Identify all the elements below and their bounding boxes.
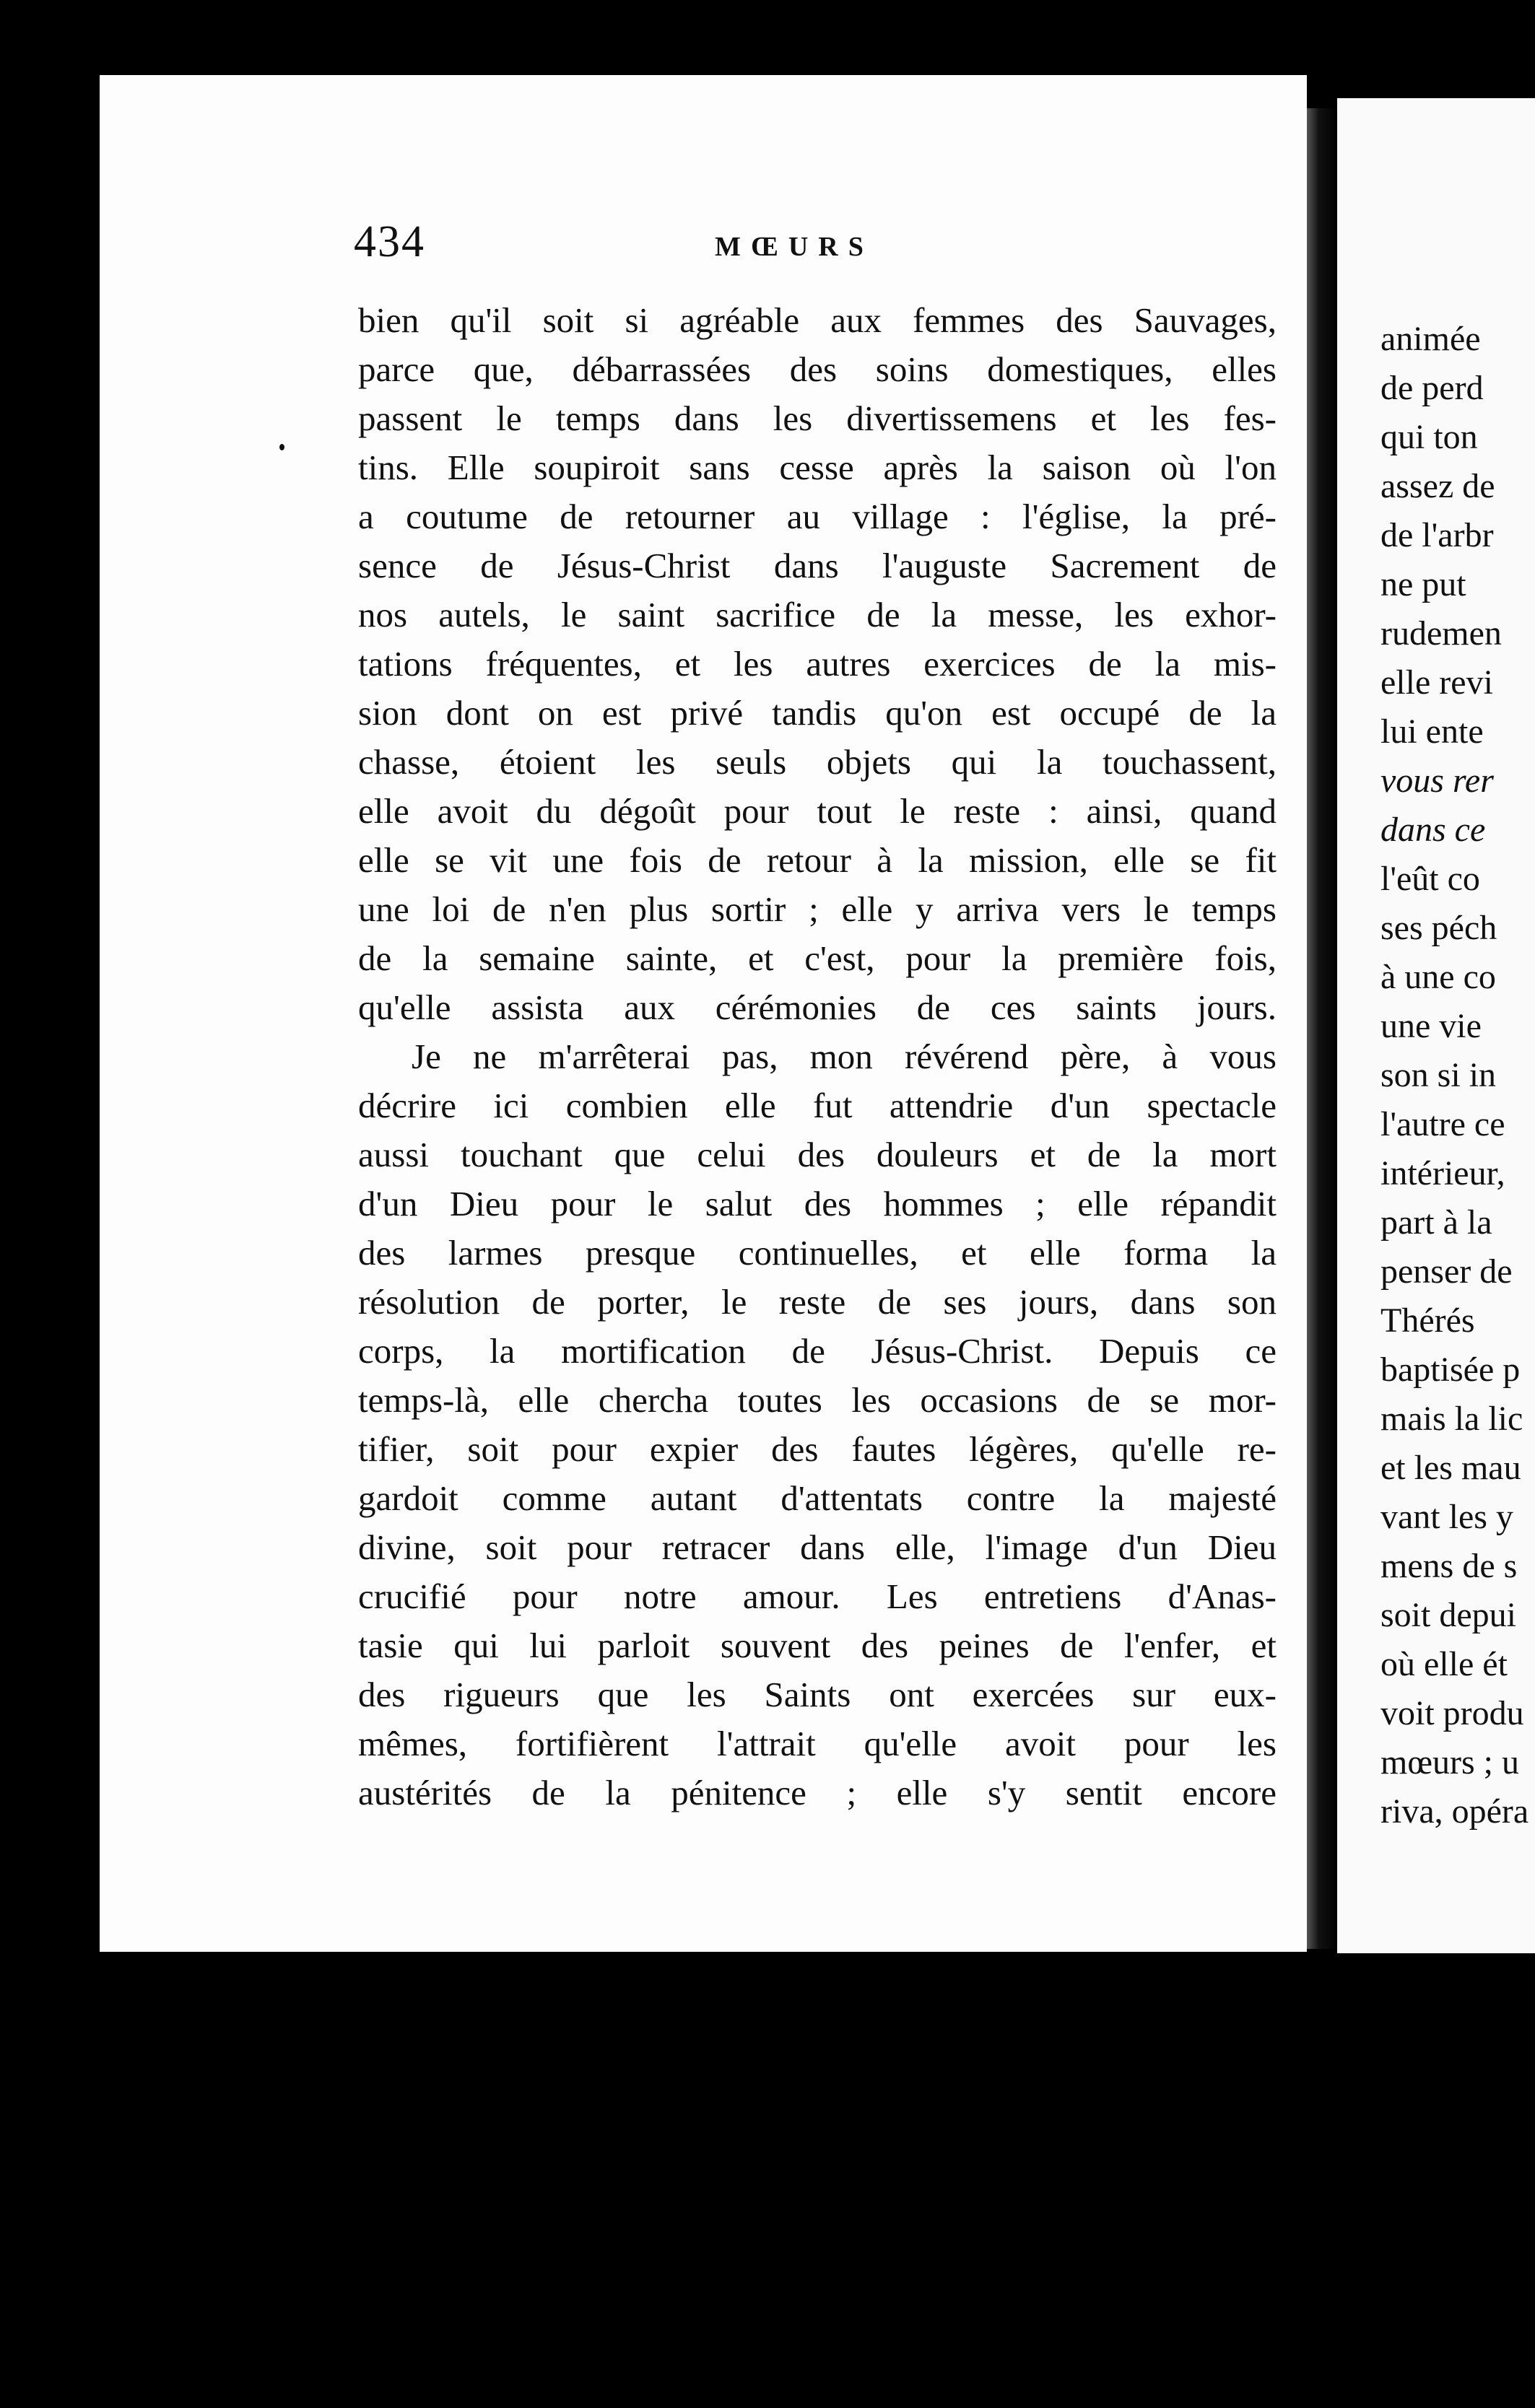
right-page: [1337, 98, 1535, 1953]
text-line: une loi de n'en plus sortir ; elle y arriva vers le temps: [358, 889, 1277, 929]
text-line: décrire ici combien elle fut attendrie d'un spectacle: [358, 1086, 1277, 1125]
right-line: Thérés: [1380, 1301, 1475, 1340]
running-head: MŒURS: [715, 232, 874, 262]
text-line: corps, la mortification de Jésus-Christ. Depuis ce: [358, 1331, 1277, 1371]
text-line: parce que, débarrassées des soins domestiques, elles: [358, 349, 1277, 389]
book-gutter: [1307, 108, 1337, 1949]
text-line: mêmes, fortifièrent l'attrait qu'elle avoit pour les: [358, 1724, 1277, 1763]
text-line: qu'elle assista aux cérémonies de ces saints jours.: [358, 987, 1277, 1027]
text-line: des larmes presque continuelles, et elle forma la: [358, 1233, 1277, 1273]
text-line: tations fréquentes, et les autres exercices de la mis-: [358, 644, 1277, 684]
right-line: soit depui: [1380, 1596, 1516, 1634]
page-header: [354, 217, 1292, 274]
text-line: bien qu'il soit si agréable aux femmes des Sauvages,: [358, 300, 1277, 340]
right-line: ses péch: [1380, 909, 1497, 947]
right-line: l'autre ce: [1380, 1105, 1505, 1143]
text-line: Je ne m'arrêterai pas, mon révérend père, à vous: [412, 1037, 1277, 1076]
text-line: sion dont on est privé tandis qu'on est occupé de la: [358, 693, 1277, 733]
margin-mark: [279, 444, 284, 450]
right-line: part à la: [1380, 1203, 1492, 1242]
right-line: dans ce: [1380, 811, 1486, 849]
right-line: intérieur,: [1380, 1154, 1505, 1192]
right-line: lui ente: [1380, 712, 1484, 751]
text-line: de la semaine sainte, et c'est, pour la première fois,: [358, 938, 1277, 978]
right-line: l'eût co: [1380, 860, 1480, 898]
right-line: mais la lic: [1380, 1400, 1523, 1438]
right-line: vant les y: [1380, 1498, 1513, 1536]
right-line: penser de: [1380, 1252, 1513, 1291]
right-line: où elle ét: [1380, 1645, 1508, 1683]
right-line: ne put: [1380, 565, 1466, 603]
right-line: de perd: [1380, 369, 1484, 407]
text-line: nos autels, le saint sacrifice de la messe, les exhor-: [358, 595, 1277, 634]
right-line: elle revi: [1380, 663, 1493, 702]
text-line: elle se vit une fois de retour à la mission, elle se fit: [358, 840, 1277, 880]
text-line: tasie qui lui parloit souvent des peines de l'enfer, et: [358, 1626, 1277, 1665]
right-page-text: [1380, 315, 1529, 1836]
text-line: a coutume de retourner au village : l'église, la pré-: [358, 497, 1277, 536]
text-line: tifier, soit pour expier des fautes légères, qu'elle re-: [358, 1429, 1277, 1469]
right-line: une vie: [1380, 1007, 1482, 1045]
right-line: qui ton: [1380, 418, 1478, 456]
text-line: passent le temps dans les divertissemens et les fes-: [358, 398, 1277, 438]
text-line: chasse, étoient les seuls objets qui la touchassent,: [358, 742, 1277, 782]
text-line: des rigueurs que les Saints ont exercées sur eux-: [358, 1675, 1277, 1714]
text-line: gardoit comme autant d'attentats contre la majesté: [358, 1478, 1277, 1518]
text-line: crucifié pour notre amour. Les entretiens d'Anas-: [358, 1576, 1277, 1616]
text-line: d'un Dieu pour le salut des hommes ; elle répandit: [358, 1184, 1277, 1223]
right-line: voit produ: [1380, 1694, 1524, 1732]
right-line: vous rer: [1380, 762, 1494, 800]
right-line: mœurs ; u: [1380, 1743, 1519, 1781]
text-line: résolution de porter, le reste de ses jours, dans son: [358, 1282, 1277, 1322]
right-line: et les mau: [1380, 1449, 1521, 1487]
text-line: sence de Jésus-Christ dans l'auguste Sacrement de: [358, 546, 1277, 585]
right-line: riva, opéra: [1380, 1792, 1529, 1831]
text-line: aussi touchant que celui des douleurs et de la mort: [358, 1135, 1277, 1174]
right-line: assez de: [1380, 467, 1495, 505]
right-line: baptisée p: [1380, 1351, 1521, 1389]
text-line: temps-là, elle chercha toutes les occasions de se mor-: [358, 1380, 1277, 1420]
right-line: à une co: [1380, 958, 1496, 996]
body-text: [358, 296, 1277, 1818]
right-line: mens de s: [1380, 1547, 1518, 1585]
text-line: divine, soit pour retracer dans elle, l'image d'un Dieu: [358, 1527, 1277, 1567]
text-line: austérités de la pénitence ; elle s'y sentit encore: [358, 1773, 1277, 1812]
right-line: rudemen: [1380, 614, 1502, 653]
page-number: 434: [354, 217, 425, 266]
right-line: animée: [1380, 320, 1481, 358]
text-line: elle avoit du dégoût pour tout le reste : ainsi, quand: [358, 791, 1277, 831]
right-line: de l'arbr: [1380, 516, 1494, 554]
text-line: tins. Elle soupiroit sans cesse après la saison où l'on: [358, 448, 1277, 487]
right-line: son si in: [1380, 1056, 1497, 1094]
